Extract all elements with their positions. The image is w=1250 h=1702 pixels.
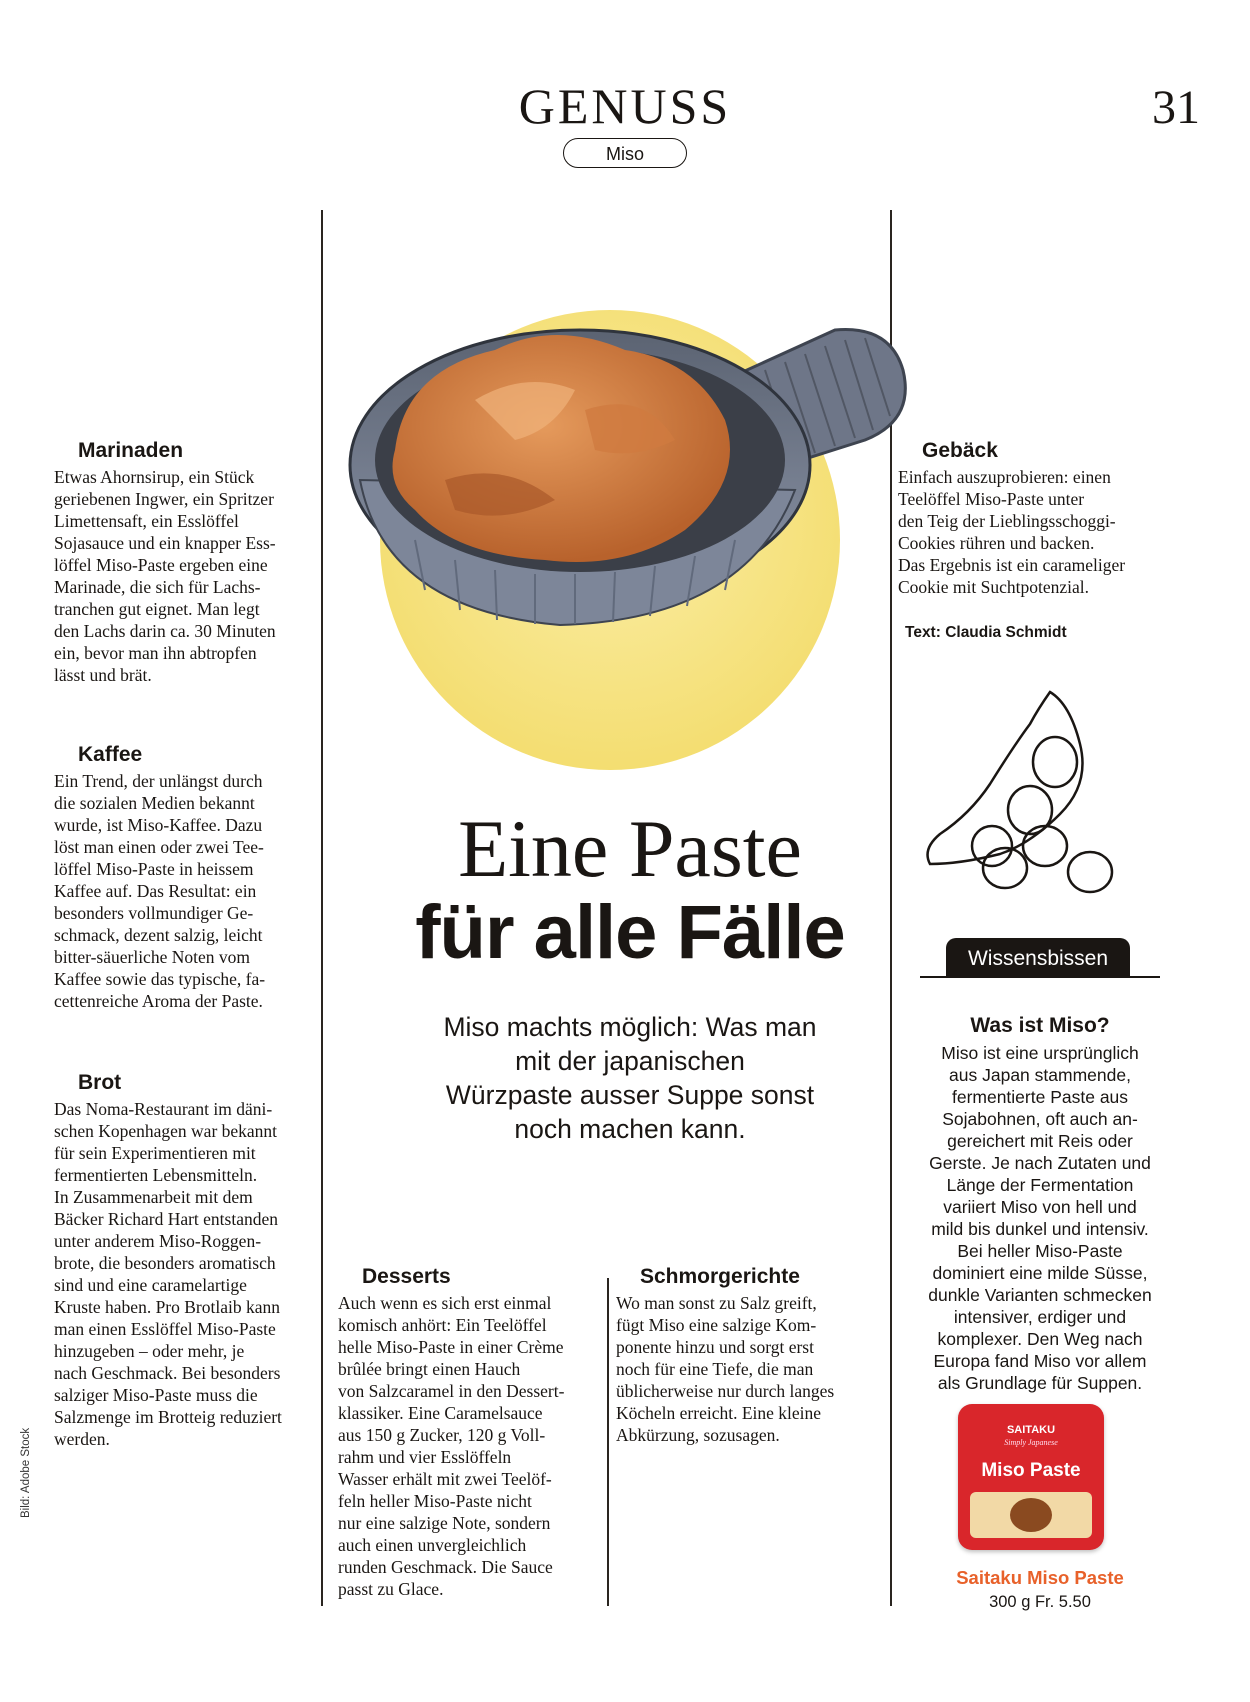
info-box-body: Miso ist eine ursprünglich aus Japan stammende, fermentierte Paste aus Sojabohnen, oft auch an- gereichert mit Reis oder Gerste. Je nach Zutaten und Länge der Fermentation variiert Miso von hell und mild bis dunkel und intensiv. Bei heller Miso-Paste dominiert eine milde Süsse, dunkle Varianten schmecken intensiver, erdiger und komplexer. Den Weg nach Europa fand Miso vor allem als Grundlage für Suppen. — [928, 1043, 1152, 1393]
heading-schmorgerichte: Schmorgerichte — [640, 1265, 800, 1288]
body-schmorgerichte: Wo man sonst zu Salz greift, fügt Miso eine salzige Kom- ponente hinzu und sorgt erst noch für eine Tiefe, die man üblicherweise nur durch langes Köcheln erreicht. Eine kleine Abkürzung, sozusagen. — [616, 1293, 835, 1445]
heading-kaffee: Kaffee — [78, 743, 143, 766]
soybean-pod-icon — [920, 684, 1130, 904]
info-box-title: Was ist Miso? — [970, 1014, 1110, 1037]
body-gebaeck: Einfach auszuprobieren: einen Teelöffel Miso-Paste unter den Teig der Lieblingsschoggi- Cookies rühren und backen. Das Ergebnis ist ein carameliger Cookie mit Suchtpotenzial. — [898, 467, 1126, 597]
page-number: 31 — [1152, 81, 1200, 134]
product-price: 300 g Fr. 5.50 — [989, 1593, 1091, 1611]
body-kaffee: Ein Trend, der unlängst durch die sozialen Medien bekannt wurde, ist Miso-Kaffee. Dazu löst man einen oder zwei Tee- löffel Miso-Paste in heissem Kaffee auf. Das Resultat: ein besonders vollmundiger Ge- schmack, dezent salzig, leicht bitter-säuerliche Noten vom Kaffee sowie das typische, fa- cettenreiche Aroma der Paste. — [54, 771, 266, 1011]
headline-line-2: für alle Fälle — [415, 890, 845, 975]
package-food-photo — [970, 1492, 1092, 1538]
product-name: Saitaku Miso Paste — [956, 1567, 1124, 1588]
heading-gebaeck: Gebäck — [922, 439, 998, 462]
heading-brot: Brot — [78, 1071, 122, 1094]
product-package-image — [958, 1404, 1104, 1550]
column-rule-left — [321, 210, 323, 1606]
section-title: GENUSS — [518, 78, 732, 134]
topic-pill: Miso — [563, 138, 687, 168]
package-brand: SAITAKU — [1006, 1424, 1056, 1436]
body-marinaden: Etwas Ahornsirup, ein Stück geriebenen Ingwer, ein Spritzer Limettensaft, ein Esslöffel Sojasauce und ein knapper Ess- löffel Miso-Paste ergeben eine Marinade, die sich für Lachs- tranchen gut eignet. Man legt den Lachs darin ca. 30 Minuten ein, bevor man ihn abtropfen lässt und brät. — [54, 467, 276, 685]
body-brot: Das Noma-Restaurant im däni- schen Kopenhagen war bekannt für sein Experimentieren mit fermentierten Lebensmitteln. In Zusammenarbeit mit dem Bäcker Richard Hart entstanden unter anderem Miso-Roggen- brote, die besonders aromatisch sind und eine caramelartige Kruste haben. Pro Brotlaib kann man einen Esslöffel Miso-Paste hinzugeben – oder mehr, je nach Geschmack. Bei besonders salziger Miso-Paste muss die Salzmenge im Brotteig reduziert werden. — [54, 1099, 282, 1449]
author-credit: Text: Claudia Schmidt — [905, 624, 1067, 641]
body-desserts: Auch wenn es sich erst einmal komisch anhört: Ein Teelöffel helle Miso-Paste in einer Crème brûlée bringt einen Hauch von Salzcaramel in den Dessert- klassiker. Eine Caramelsauce aus 150 g Zucker, 120 g Voll- rahm und vier Esslöffeln Wasser erhält mit zwei Teelöf- feln heller Miso-Paste nicht nur eine salzige Note, sondern auch einen unvergleichlich runden Geschmack. Die Sauce passt zu Glace. — [338, 1293, 565, 1599]
photo-credit: Bild: Adobe Stock — [20, 1427, 32, 1518]
package-title: Miso Paste — [981, 1460, 1081, 1481]
miso-bowl-image — [325, 310, 925, 770]
lead-text: Miso machts möglich: Was man mit der japanischen Würzpaste ausser Suppe sonst noch machen kann. — [443, 1012, 817, 1144]
heading-desserts: Desserts — [362, 1265, 451, 1288]
info-box-rule — [920, 976, 1160, 978]
info-box-tab: Wissensbissen — [946, 938, 1130, 978]
heading-marinaden: Marinaden — [78, 439, 184, 462]
headline-line-1: Eine Paste — [458, 803, 802, 894]
column-rule-middle — [607, 1278, 609, 1606]
package-brand-sub: Simply Japanese — [1004, 1438, 1058, 1447]
